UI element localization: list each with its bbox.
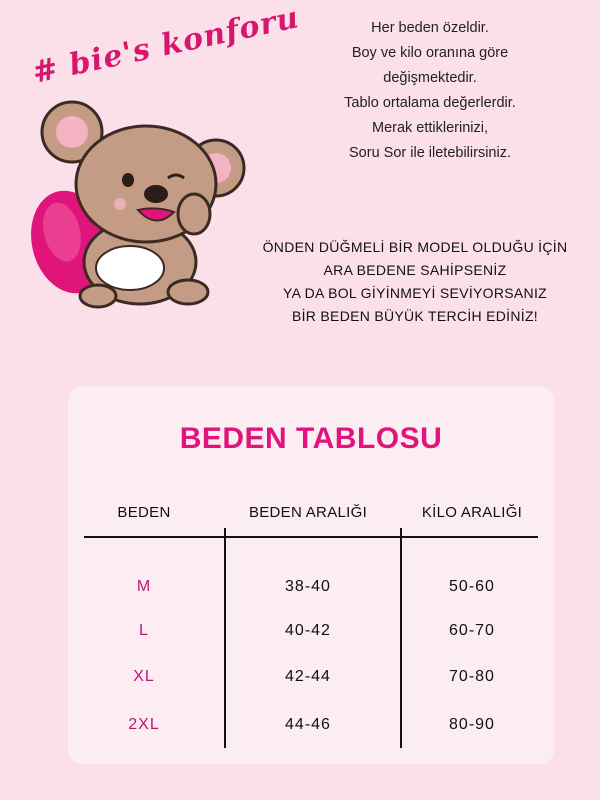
- note-line: ÖNDEN DÜĞMELİ BİR MODEL OLDUĞU İÇİN: [262, 239, 568, 255]
- size-cell: L: [139, 622, 149, 639]
- koala-with-pillow-icon: [28, 92, 250, 314]
- sizing-note: [240, 236, 590, 328]
- intro-line: Soru Sor ile iletebilirsiniz.: [349, 145, 511, 161]
- beden-range-cell: 38-40: [285, 578, 331, 595]
- table-row: [68, 616, 554, 646]
- table-row: [68, 710, 554, 740]
- intro-line: Boy ve kilo oranına göre: [351, 45, 509, 61]
- size-cell: M: [136, 578, 152, 595]
- table-row: [68, 662, 554, 692]
- header-beden-range: BEDEN ARALIĞI: [248, 504, 368, 521]
- header-size: BEDEN: [117, 504, 171, 521]
- size-cell: 2XL: [128, 716, 160, 733]
- note-line: BİR BEDEN BÜYÜK TERCİH EDİNİZ!: [291, 308, 538, 324]
- brand-hashtag: # bie's konforu: [29, 0, 303, 91]
- header-kilo-range: KİLO ARALIĞI: [421, 504, 523, 521]
- intro-text: [280, 16, 580, 166]
- note-line: ARA BEDENE SAHİPSENİZ: [323, 262, 507, 278]
- beden-range-cell: 40-42: [285, 622, 331, 639]
- note-line: YA DA BOL GİYİNMEYİ SEVİYORSANIZ: [282, 285, 547, 301]
- table-row: [68, 572, 554, 602]
- header-divider: [84, 536, 538, 538]
- beden-range-cell: 42-44: [285, 668, 331, 685]
- intro-line: Merak ettiklerinizi,: [371, 120, 489, 136]
- kilo-range-cell: 50-60: [449, 578, 495, 595]
- size-chart-title: BEDEN TABLOSU: [179, 422, 443, 455]
- beden-range-cell: 44-46: [285, 716, 331, 733]
- size-cell: XL: [133, 668, 155, 685]
- kilo-range-cell: 80-90: [449, 716, 495, 733]
- size-chart-card: [68, 386, 554, 764]
- intro-line: Her beden özeldir.: [371, 20, 489, 36]
- kilo-range-cell: 70-80: [449, 668, 495, 685]
- intro-line: Tablo ortalama değerlerdir.: [344, 95, 516, 111]
- kilo-range-cell: 60-70: [449, 622, 495, 639]
- intro-line: değişmektedir.: [383, 70, 477, 86]
